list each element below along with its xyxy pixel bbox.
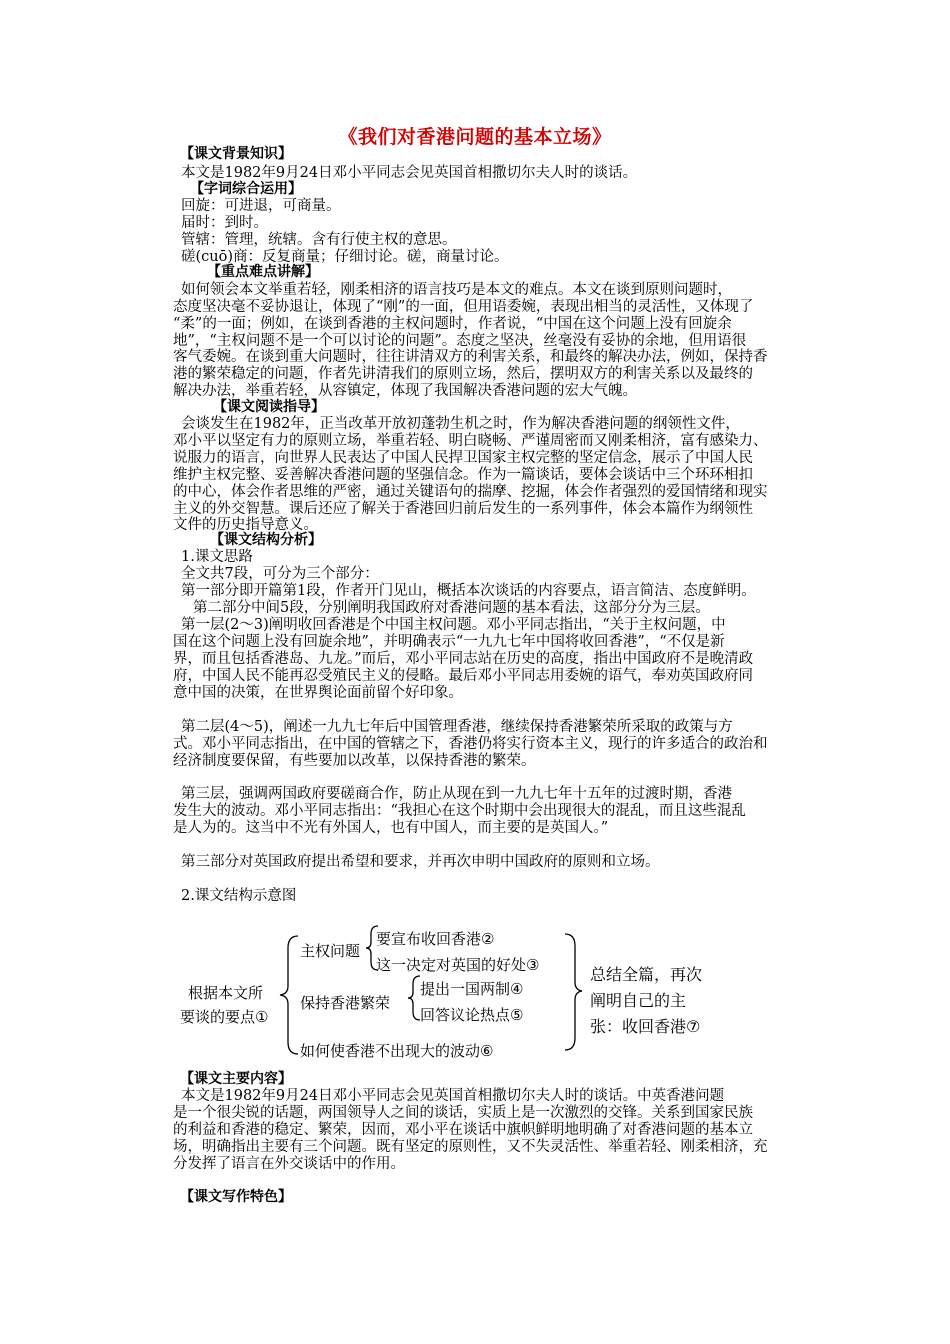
paragraph-line: 说服力的语言，向世界人民表达了中国人民捍卫国家主权完整的坚定信念，展示了中国人民 xyxy=(173,450,753,466)
word-item: 磋(cuō)商：反复商量；仔细讨论。磋，商量讨论。 xyxy=(181,249,509,265)
paragraph-line: 的中心，体会作者思维的严密，通过关键语句的揣摩、挖掘，体会作者强烈的爱国情绪和现实 xyxy=(173,484,768,500)
paragraph-line: 意中国的决策，在世界舆论面前留个好印象。 xyxy=(173,685,463,701)
paragraph-line: 全文共7段，可分为三个部分： xyxy=(181,566,379,582)
diagram-root-line2: 要谈的要点① xyxy=(180,1008,269,1026)
section-heading-structure: 【课文结构分析】 xyxy=(210,532,322,548)
diagram-summary-line3: 张：收回香港⑦ xyxy=(590,1017,701,1036)
paragraph-line: 第三部分对英国政府提出希望和要求，并再次申明中国政府的原则和立场。 xyxy=(181,854,660,870)
paragraph-line: 发生大的波动。邓小平同志指出：“我担心在这个时期中会出现很大的混乱，而且这些混乱 xyxy=(173,803,746,819)
paragraph-line: 第一部分即开篇第1段，作者开门见山，概括本次谈话的内容要点，语言简洁、态度鲜明。 xyxy=(181,583,756,599)
diagram-branch-stability: 如何使香港不出现大的波动⑥ xyxy=(300,1042,494,1060)
subsection-title: 1.课文思路 xyxy=(181,549,253,565)
paragraph-line: 客气委婉。在谈到重大问题时，往往讲清双方的利害关系，和最终的解决办法，例如，保持香 xyxy=(173,349,768,365)
word-item: 届时：到时。 xyxy=(181,215,268,231)
paragraph-line: 邓小平以坚定有力的原则立场，举重若轻、明白晓畅、严谨周密而又刚柔相济，富有感染力、 xyxy=(173,433,768,449)
section-heading-words: 【字词综合运用】 xyxy=(190,181,302,197)
brace-main xyxy=(280,936,298,1054)
word-item: 管辖：管理，统辖。含有行使主权的意思。 xyxy=(181,232,457,248)
paragraph-line: 会谈发生在1982年，正当改革开放初蓬勃生机之时，作为解决香港问题的纲领性文件， xyxy=(181,416,740,432)
paragraph-line: 场，明确指出主要有三个问题。既有坚定的原则性，又不失灵活性、举重若轻、刚柔相济，充 xyxy=(173,1139,768,1155)
section-heading-background: 【课文背景知识】 xyxy=(180,146,292,162)
paragraph-line: 主义的外交智慧。课后还应了解关于香港回归前后发生的一系列事件，体会本篇作为纲领性 xyxy=(173,501,753,517)
section-heading-key-points: 【重点难点讲解】 xyxy=(207,264,319,280)
paragraph-line: 第一层(2～3)阐明收回香港是个中国主权问题。邓小平同志指出，“关于主权问题，中 xyxy=(181,617,726,633)
paragraph-line: 界，而且包括香港岛、九龙。”而后，邓小平同志站在历史的高度，指出中国政府不是晚清政 xyxy=(173,651,754,667)
paragraph-line: 港的繁荣稳定的问题，作者先讲清我们的原则立场，然后，摆明双方的利害关系以及最终的 xyxy=(173,366,753,382)
paragraph-line: 第二部分中间5段，分别阐明我国政府对香港问题的基本看法，这部分分为三层。 xyxy=(193,600,710,616)
subsection-title: 2.课文结构示意图 xyxy=(181,888,297,904)
document-title: 《我们对香港问题的基本立场》 xyxy=(338,126,612,148)
brace-prosperity xyxy=(408,976,420,1020)
paragraph-line: 国在这个问题上没有回旋余地”，并明确表示“一九九七年中国将收回香港”，“不仅是新 xyxy=(173,634,725,650)
structure-diagram xyxy=(170,920,790,1070)
paragraph-line: 是人为的。这当中不光有外国人，也有中国人，而主要的是英国人。” xyxy=(173,820,609,836)
paragraph-line: 式。邓小平同志指出，在中国的管辖之下，香港仍将实行资本主义，现行的许多适合的政治和 xyxy=(173,736,768,752)
paragraph-line: 解决办法，举重若轻，从容镇定，体现了我国解决香港问题的宏大气魄。 xyxy=(173,383,637,399)
diagram-branch-prosperity: 保持香港繁荣 xyxy=(300,994,391,1012)
diagram-leaf: 要宣布收回香港② xyxy=(376,930,495,948)
paragraph-line: 经济制度要保留，有些要加以改革，以保持香港的繁荣。 xyxy=(173,753,536,769)
paragraph-line: 的利益和香港的稳定、繁荣，因而，邓小平在谈话中旗帜鲜明地明确了对香港问题的基本立 xyxy=(173,1122,753,1138)
diagram-leaf: 这一决定对英国的好处③ xyxy=(376,956,540,974)
diagram-summary-line1: 总结全篇，再次 xyxy=(590,965,703,984)
diagram-summary-line2: 阐明自己的主 xyxy=(590,991,687,1010)
paragraph-line: 地”，“主权问题不是一个可以讨论的问题”。态度之坚决，丝毫没有妥协的余地，但用语很 xyxy=(173,333,747,349)
paragraph-line: 分发挥了语言在外交谈话中的作用。 xyxy=(173,1156,405,1172)
paragraph-line: 第三层，强调两国政府要磋商合作，防止从现在到一九九七年十五年的过渡时期，香港 xyxy=(181,786,732,802)
paragraph-line: 府，中国人民不能再忍受殖民主义的侵略。最后邓小平同志用委婉的语气，奉劝英国政府同 xyxy=(173,668,753,684)
paragraph-line: 是一个很尖锐的话题，两国领导人之间的谈话，实质上是一次激烈的交锋。关系到国家民族 xyxy=(173,1105,753,1121)
paragraph-line: 如何领会本文举重若轻，刚柔相济的语言技巧是本文的难点。本文在谈到原则问题时， xyxy=(181,282,732,298)
paragraph-line: 维护主权完整、妥善解决香港问题的坚强信念。作为一篇谈话，要体会谈话中三个环环相扣 xyxy=(173,467,753,483)
paragraph-line: 本文是1982年9月24日邓小平同志会见英国首相撒切尔夫人时的谈话。中英香港问题 xyxy=(181,1088,725,1104)
paragraph-line: “柔”的一面；例如，在谈到香港的主权问题时，作者说，“中国在这个问题上没有回旋余 xyxy=(173,316,732,332)
section-heading-reading: 【课文阅读指导】 xyxy=(213,399,325,415)
diagram-branch-sovereignty: 主权问题 xyxy=(300,942,361,960)
section-heading-writing: 【课文写作特色】 xyxy=(180,1189,292,1205)
paragraph-line: 文件的历史指导意义。 xyxy=(173,517,318,533)
paragraph-line: 态度坚决毫不妥协退让，体现了“刚”的一面，但用语委婉，表现出相当的灵活性，又体现了 xyxy=(173,299,754,315)
word-item: 回旋：可进退，可商量。 xyxy=(181,198,341,214)
diagram-leaf: 回答议论热点⑤ xyxy=(420,1006,524,1024)
section-heading-main-content: 【课文主要内容】 xyxy=(180,1071,292,1087)
paragraph-line: 第二层(4～5)，阐述一九九七年后中国管理香港，继续保持香港繁荣所采取的政策与方 xyxy=(181,719,733,735)
diagram-root-line1: 根据本文所 xyxy=(188,984,264,1002)
brace-closing xyxy=(565,934,582,1050)
background-text: 本文是1982年9月24日邓小平同志会见英国首相撒切尔夫人时的谈话。 xyxy=(181,165,638,181)
diagram-leaf: 提出一国两制④ xyxy=(420,980,524,998)
